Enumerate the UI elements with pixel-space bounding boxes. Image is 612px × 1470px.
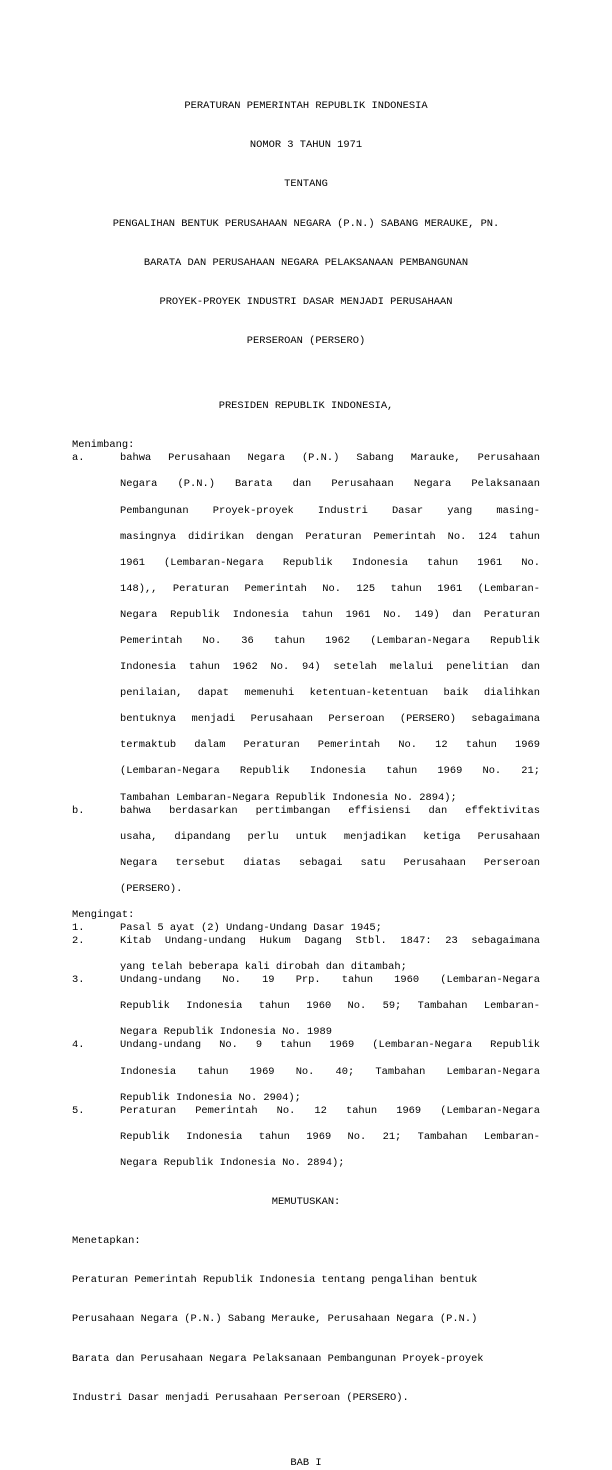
legal-basis-label: Mengingat: bbox=[72, 909, 135, 921]
text-line: 1961 (Lembaran-Negara Republik Indonesia tahun 1961 No. bbox=[120, 556, 540, 569]
text-line: Republik Indonesia No. 2904); bbox=[120, 1091, 301, 1104]
spacer bbox=[72, 1209, 540, 1235]
text-line: usaha, dipandang perlu untuk menjadikan ketiga Perusahaan bbox=[120, 830, 540, 843]
consideration-body-a bbox=[120, 452, 540, 804]
text-line: Negara (P.N.) Barata dan Perusahaan Negara Pelaksanaan bbox=[120, 478, 540, 491]
text-line: Industri Dasar menjadi Perusahaan Perseroan (PERSERO). bbox=[72, 1391, 409, 1404]
text-line: Pasal 5 ayat (2) Undang-Undang Dasar 1945; bbox=[120, 922, 382, 935]
decision-heading: MEMUTUSKAN: bbox=[271, 1196, 341, 1209]
text-line: (PERSERO). bbox=[120, 882, 183, 895]
chapter-heading: BAB I bbox=[290, 1456, 322, 1469]
text-line: Negara Republik Indonesia No. 1989 bbox=[120, 1026, 333, 1039]
enactment-label: Menetapkan: bbox=[72, 1235, 141, 1248]
text-line: Undang-undang No. 9 tahun 1969 (Lembaran-Negara Republik bbox=[120, 1039, 540, 1052]
text-line: Peraturan Pemerintah No. 12 tahun 1969 (Lembaran-Negara bbox=[120, 1104, 540, 1117]
legal-basis-item-1 bbox=[72, 922, 540, 935]
text-line: Indonesia tahun 1969 No. 40; Tambahan Lembaran-Negara bbox=[120, 1065, 540, 1078]
legal-basis-body-3 bbox=[120, 974, 540, 1039]
text-line: Perusahaan Negara (P.N.) Sabang Merauke, Perusahaan Negara (P.N.) bbox=[72, 1313, 478, 1326]
text-line: Pembangunan Proyek-proyek Industri Dasar yang masing- bbox=[120, 504, 540, 517]
legal-basis-marker-4: 4. bbox=[72, 1039, 85, 1052]
text-line: Undang-undang No. 19 Prp. tahun 1960 (Lembaran-Negara bbox=[120, 974, 540, 987]
text-line: Negara Republik Indonesia tahun 1961 No. 149) dan Peraturan bbox=[120, 608, 540, 621]
authority-line: PRESIDEN REPUBLIK INDONESIA, bbox=[218, 400, 394, 413]
legal-basis-item-5 bbox=[72, 1105, 540, 1170]
text-line: termaktub dalam Peraturan Pemerintah No. 12 tahun 1969 bbox=[120, 739, 540, 752]
text-line: Republik Indonesia tahun 1969 No. 21; Tambahan Lembaran- bbox=[120, 1130, 540, 1143]
document-title-block bbox=[72, 74, 540, 374]
text-line: Pemerintah No. 36 tahun 1962 (Lembaran-Negara Republik bbox=[120, 635, 540, 648]
text-line: Kitab Undang-undang Hukum Dagang Stbl. 1847: 23 sebagaimana bbox=[120, 935, 540, 948]
consideration-item-b bbox=[72, 805, 540, 896]
text-line: yang telah beberapa kali dirobah dan ditambah; bbox=[120, 961, 407, 974]
text-line: Negara Republik Indonesia No. 2894); bbox=[120, 1156, 345, 1169]
legal-basis-body-1 bbox=[120, 922, 540, 935]
text-line: Peraturan Pemerintah Republik Indonesia tentang pengalihan bentuk bbox=[72, 1274, 478, 1287]
title-line-2: NOMOR 3 TAHUN 1971 bbox=[249, 139, 363, 152]
title-line-4: PENGALIHAN BENTUK PERUSAHAAN NEGARA (P.N.) SABANG MERAUKE, PN. bbox=[112, 217, 500, 230]
consideration-marker-a: a. bbox=[72, 452, 85, 465]
spacer bbox=[72, 1431, 540, 1457]
spacer bbox=[72, 1170, 540, 1196]
considerations-label: Menimbang: bbox=[72, 439, 135, 452]
text-line: Negara tersebut diatas sebagai satu Perusahaan Perseroan bbox=[120, 856, 540, 869]
text-line: Barata dan Perusahaan Negara Pelaksanaan Pembangunan Proyek-proyek bbox=[72, 1352, 484, 1365]
legal-basis-item-2 bbox=[72, 935, 540, 974]
text-line: bentuknya menjadi Perusahaan Perseroan (PERSERO) sebagaimana bbox=[120, 713, 540, 726]
consideration-item-a bbox=[72, 452, 540, 804]
legal-basis-item-3 bbox=[72, 974, 540, 1039]
text-line: bahwa Perusahaan Negara (P.N.) Sabang Marauke, Perusahaan bbox=[120, 452, 540, 465]
title-line-1: PERATURAN PEMERINTAH REPUBLIK INDONESIA bbox=[184, 100, 428, 113]
consideration-marker-b: b. bbox=[72, 804, 85, 817]
text-line: penilaian, dapat memenuhi ketentuan-ketentuan baik dialihkan bbox=[120, 687, 540, 700]
text-line: bahwa berdasarkan pertimbangan effisiensi dan effektivitas bbox=[120, 804, 540, 817]
title-line-3: TENTANG bbox=[284, 178, 328, 191]
consideration-body-b bbox=[120, 805, 540, 896]
text-line: Republik Indonesia tahun 1960 No. 59; Tambahan Lembaran- bbox=[120, 1000, 540, 1013]
title-line-7: PERSEROAN (PERSERO) bbox=[246, 334, 366, 347]
document-content bbox=[72, 74, 540, 1470]
text-line: masingnya didirikan dengan Peraturan Pemerintah No. 124 tahun bbox=[120, 530, 540, 543]
text-line: (Lembaran-Negara Republik Indonesia tahun 1969 No. 21; bbox=[120, 765, 540, 778]
legal-basis-marker-2: 2. bbox=[72, 935, 85, 948]
legal-basis-body-5 bbox=[120, 1105, 540, 1170]
text-line: Tambahan Lembaran-Negara Republik Indonesia No. 2894); bbox=[120, 791, 457, 804]
spacer bbox=[72, 374, 540, 400]
enactment-body bbox=[72, 1248, 540, 1431]
legal-basis-marker-3: 3. bbox=[72, 974, 85, 987]
legal-basis-body-2 bbox=[120, 935, 540, 974]
title-line-6: PROYEK-PROYEK INDUSTRI DASAR MENJADI PERUSAHAAN bbox=[159, 295, 453, 308]
text-line: Indonesia tahun 1962 No. 94) setelah melalui penelitian dan bbox=[120, 661, 540, 674]
spacer bbox=[72, 896, 540, 909]
text-line: 148),, Peraturan Pemerintah No. 125 tahun 1961 (Lembaran- bbox=[120, 582, 540, 595]
title-line-5: BARATA DAN PERUSAHAAN NEGARA PELAKSANAAN PEMBANGUNAN bbox=[143, 256, 469, 269]
legal-basis-marker-5: 5. bbox=[72, 1104, 85, 1117]
legal-basis-body-4 bbox=[120, 1039, 540, 1104]
legal-basis-marker-1: 1. bbox=[72, 922, 85, 935]
legal-basis-item-4 bbox=[72, 1039, 540, 1104]
spacer bbox=[72, 413, 540, 439]
